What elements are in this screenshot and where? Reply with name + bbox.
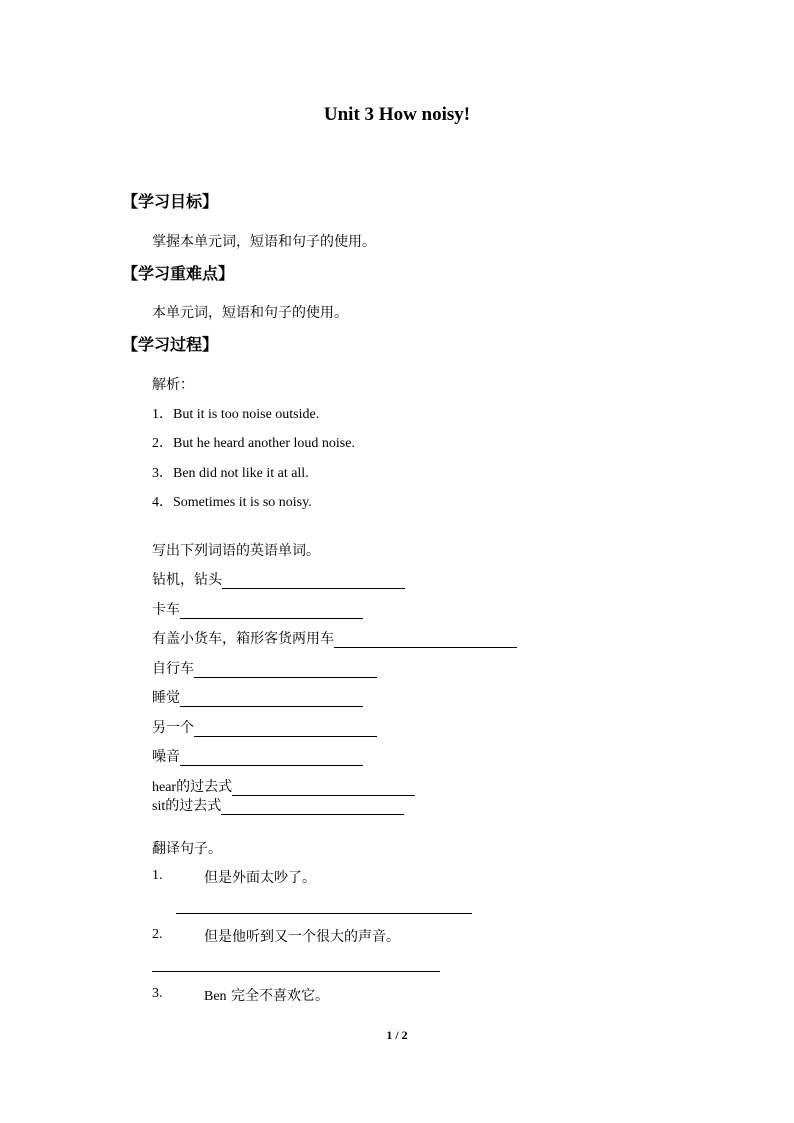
translate-number: 2. [152, 927, 163, 942]
vocab-item [152, 687, 363, 707]
key-points-heading: 【学习重难点】 [122, 264, 235, 283]
translate-number: 1. [152, 868, 163, 883]
vocab-term: 有盖小货车，箱形客货两用车 [152, 631, 334, 647]
translate-sentence: 但是外面太吵了。 [204, 870, 316, 886]
vocab-term: 自行车 [152, 661, 194, 677]
sentence-en: Ben [204, 989, 227, 1004]
analysis-label: 解析： [152, 377, 194, 393]
vocab-term: 的过去式 [165, 798, 222, 814]
vocab-instruction: 写出下列词语的英语单词。 [152, 543, 320, 559]
answer-blank[interactable] [194, 722, 377, 737]
process-heading: 【学习过程】 [122, 335, 219, 354]
vocab-term-en: sit [152, 799, 166, 814]
vocab-term-en: hear [152, 780, 177, 795]
vocab-item [152, 599, 363, 619]
vocab-item [152, 658, 377, 678]
sentence-cn: 完全不喜欢它。 [226, 988, 330, 1004]
analysis-item: 4．Sometimes it is so noisy. [152, 495, 312, 510]
answer-line[interactable] [152, 971, 440, 972]
answer-blank[interactable] [180, 604, 363, 619]
key-points-text: 本单元词，短语和句子的使用。 [152, 305, 348, 321]
answer-blank[interactable] [180, 751, 363, 766]
analysis-item: 2．But he heard another loud noise. [152, 436, 355, 451]
analysis-item: 3．Ben did not like it at all. [152, 466, 309, 481]
vocab-term: 噪音 [152, 749, 180, 765]
page-number: 1 / 2 [386, 1028, 408, 1042]
answer-blank[interactable] [232, 781, 415, 796]
answer-blank[interactable] [334, 633, 517, 648]
vocab-item [152, 795, 404, 815]
vocab-term: 钻机，钻头 [152, 572, 222, 588]
answer-blank[interactable] [221, 800, 404, 815]
vocab-term: 的过去式 [176, 779, 233, 795]
vocab-term: 卡车 [152, 602, 180, 618]
answer-blank[interactable] [194, 663, 377, 678]
answer-blank[interactable] [222, 574, 405, 589]
vocab-item [152, 776, 415, 796]
translate-instruction: 翻译句子。 [152, 841, 222, 857]
vocab-item [152, 717, 377, 737]
translate-sentence [204, 985, 329, 1005]
objectives-heading: 【学习目标】 [122, 192, 219, 211]
answer-line[interactable] [176, 913, 472, 914]
translate-number: 3. [152, 986, 163, 1001]
vocab-item [152, 746, 363, 766]
vocab-term: 睡觉 [152, 690, 180, 706]
vocab-item [152, 628, 517, 648]
vocab-item [152, 569, 405, 589]
answer-blank[interactable] [180, 692, 363, 707]
objectives-text: 掌握本单元词，短语和句子的使用。 [152, 234, 376, 250]
page-title: Unit 3 How noisy! [323, 104, 471, 125]
vocab-term: 另一个 [152, 720, 194, 736]
translate-sentence: 但是他听到又一个很大的声音。 [204, 929, 400, 945]
analysis-item: 1．But it is too noise outside. [152, 407, 320, 422]
